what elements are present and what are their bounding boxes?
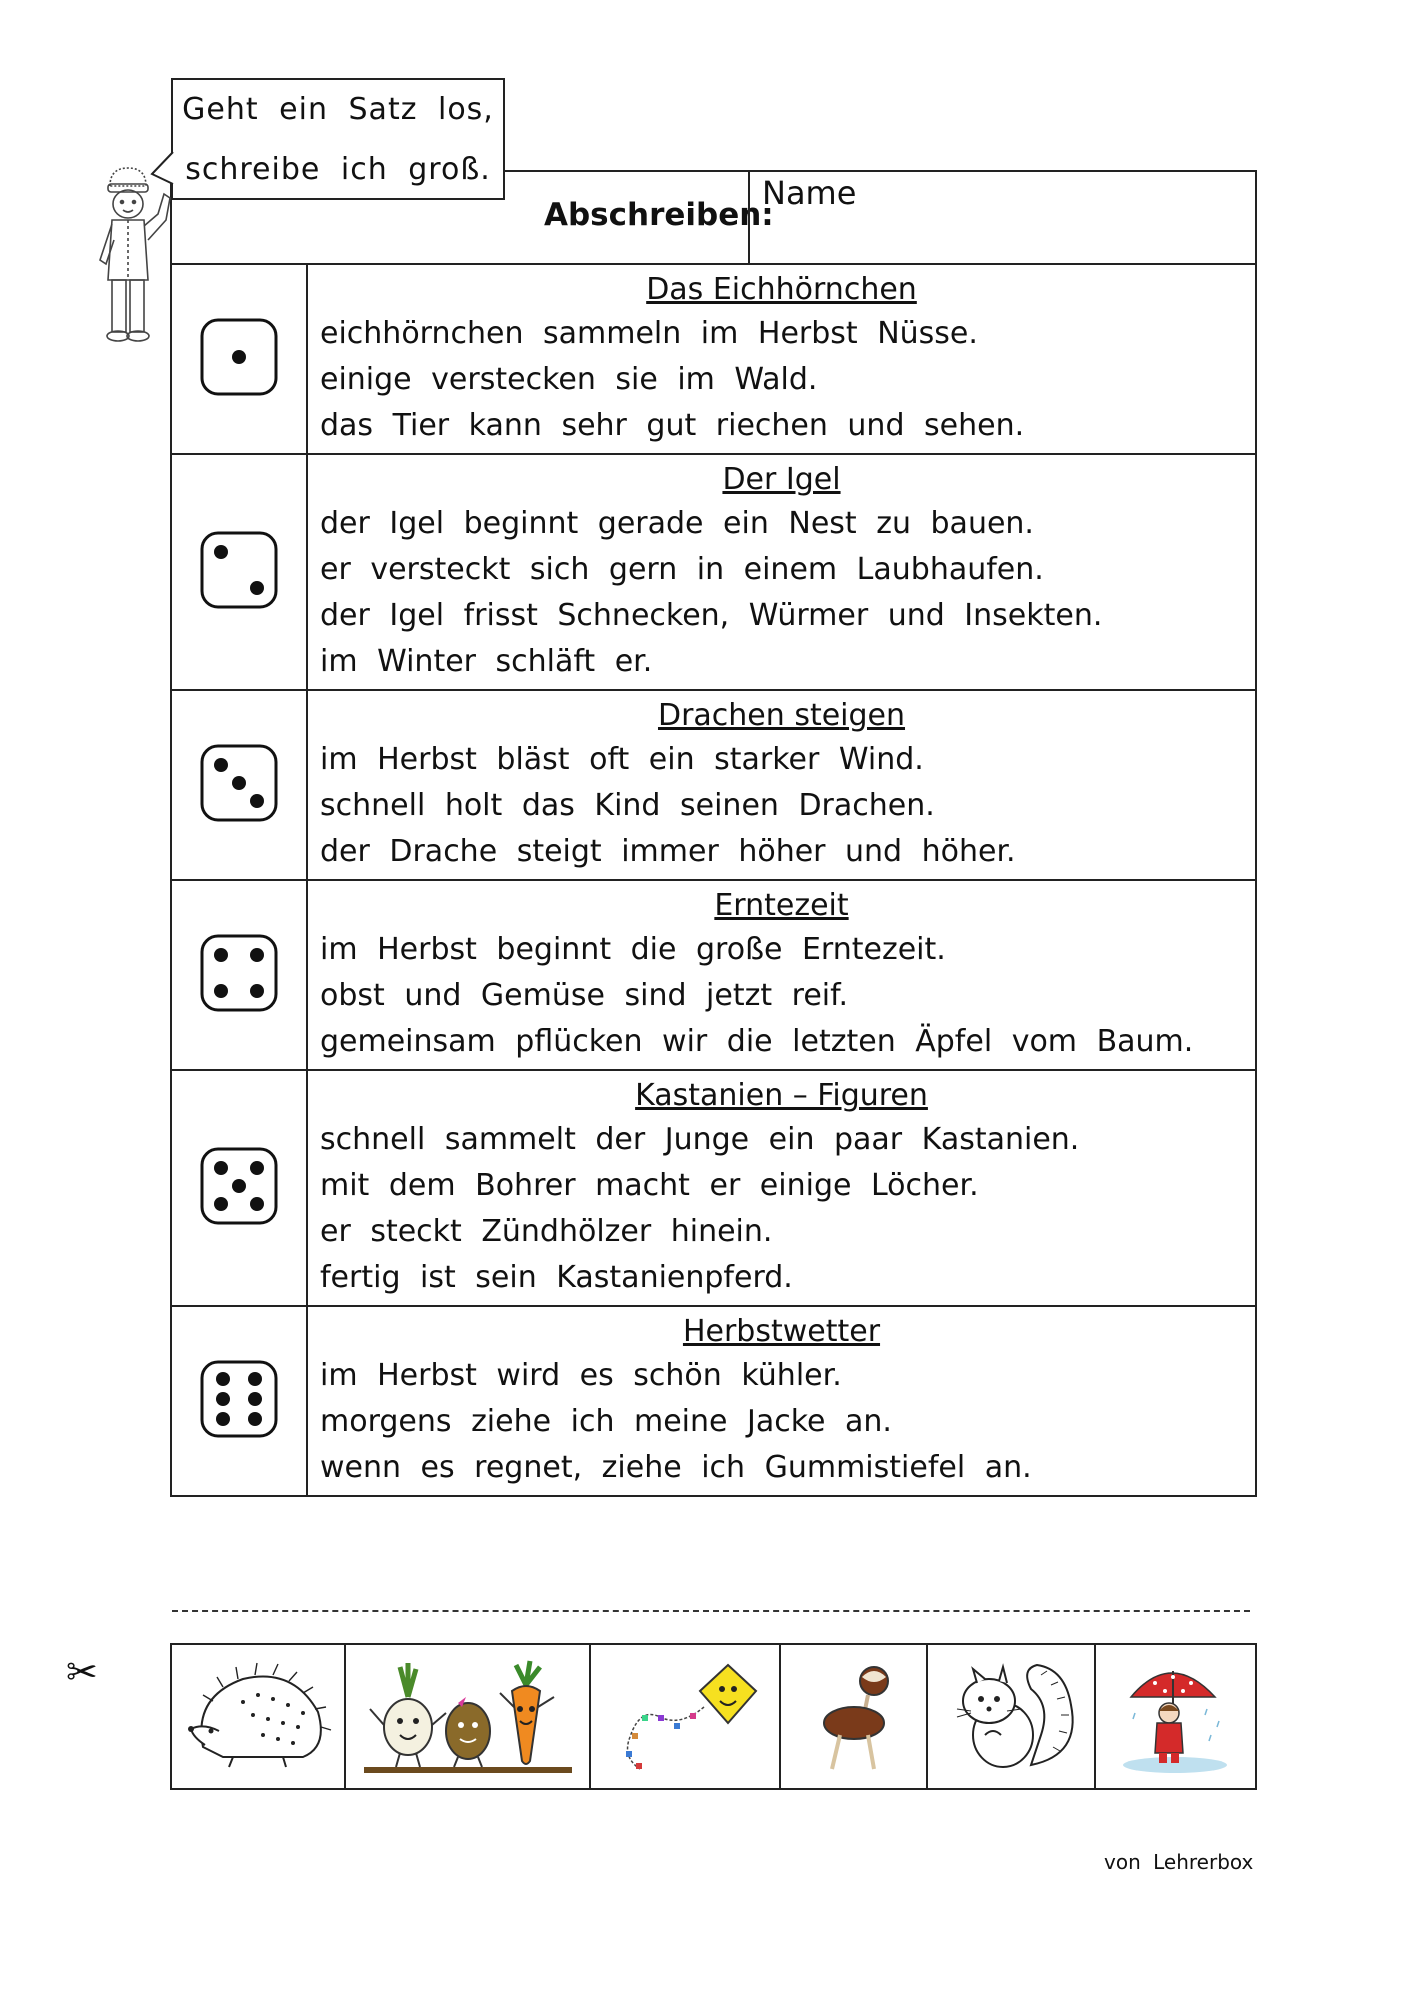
exercise-sentence: gemeinsam pflücken wir die letzten Äpfel vom Baum. [320,1024,1194,1059]
hedgehog-icon [183,1657,333,1777]
exercise-sentence: schnell holt das Kind seinen Drachen. [320,788,935,823]
exercise-sentence: eichhörnchen sammeln im Herbst Nüsse. [320,316,978,351]
exercise-title: Erntezeit [714,888,849,923]
exercise-row-6 [171,1306,1256,1496]
speech-bubble-line-2: schreibe ich groß. [185,152,491,187]
scissors-icon: ✂ [66,1650,98,1694]
boy-waving-icon [88,164,172,348]
vegetables-icon [358,1657,578,1777]
girl-umbrella-icon [1111,1655,1241,1779]
exercise-row-5 [171,1070,1256,1306]
exercise-sentence: obst und Gemüse sind jetzt reif. [320,978,849,1013]
dice-three-icon [199,743,279,823]
dashed-cut-line [172,1610,1250,1612]
picture-cell [172,1645,346,1788]
exercise-title: Drachen steigen [657,698,906,733]
exercise-title: Herbstwetter [682,1314,881,1349]
exercise-sentence: im Herbst beginnt die große Erntezeit. [320,932,946,967]
exercise-sentence: er versteckt sich gern in einem Laubhaufen. [320,552,1044,587]
squirrel-icon [941,1655,1081,1779]
chestnut-figure-icon [794,1657,914,1777]
picture-strip [170,1643,1257,1790]
exercise-sentence: im Winter schläft er. [320,644,653,679]
exercise-row-4 [171,880,1256,1070]
exercise-sentence: er steckt Zündhölzer hinein. [320,1214,773,1249]
exercise-sentence: schnell sammelt der Junge ein paar Kastanien. [320,1122,1080,1157]
exercise-sentence: der Igel frisst Schnecken, Würmer und Insekten. [320,598,1103,633]
exercise-title: Kastanien – Figuren [635,1078,928,1113]
dice-four-icon [199,933,279,1013]
exercise-sentence: der Igel beginnt gerade ein Nest zu bauen. [320,506,1034,541]
exercise-sentence: im Herbst wird es schön kühler. [320,1358,842,1393]
dice-one-icon [199,317,279,397]
exercise-row-2 [171,454,1256,690]
exercise-title: Der Igel [722,462,841,497]
dice-five-icon [199,1146,279,1226]
exercise-title: Das Eichhörnchen [646,272,917,307]
abschreiben-label: Abschreiben: [544,197,774,233]
picture-cell [591,1645,781,1788]
exercise-table [170,263,1257,1497]
exercise-sentence: fertig ist sein Kastanienpferd. [320,1260,793,1295]
credit-text: von Lehrerbox [1104,1850,1254,1874]
exercise-sentence: das Tier kann sehr gut riechen und sehen. [320,408,1025,443]
name-field[interactable] [748,172,1255,263]
speech-bubble-line-1: Geht ein Satz los, [182,92,494,127]
exercise-sentence: wenn es regnet, ziehe ich Gummistiefel an. [320,1450,1032,1485]
picture-cell [1096,1645,1255,1788]
exercise-row-3 [171,690,1256,880]
picture-cell [346,1645,591,1788]
kite-icon [600,1657,770,1777]
exercise-sentence: morgens ziehe ich meine Jacke an. [320,1404,892,1439]
exercise-sentence: mit dem Bohrer macht er einige Löcher. [320,1168,979,1203]
speech-bubble-tail-icon [150,150,176,186]
dice-two-icon [199,530,279,610]
exercise-row-1 [171,264,1256,454]
exercise-sentence: der Drache steigt immer höher und höher. [320,834,1016,869]
dice-six-icon [199,1359,279,1439]
speech-bubble [171,78,505,200]
name-label: Name [762,174,857,212]
exercise-sentence: im Herbst bläst oft ein starker Wind. [320,742,924,777]
exercise-sentence: einige verstecken sie im Wald. [320,362,818,397]
picture-cell [928,1645,1096,1788]
picture-cell [781,1645,928,1788]
